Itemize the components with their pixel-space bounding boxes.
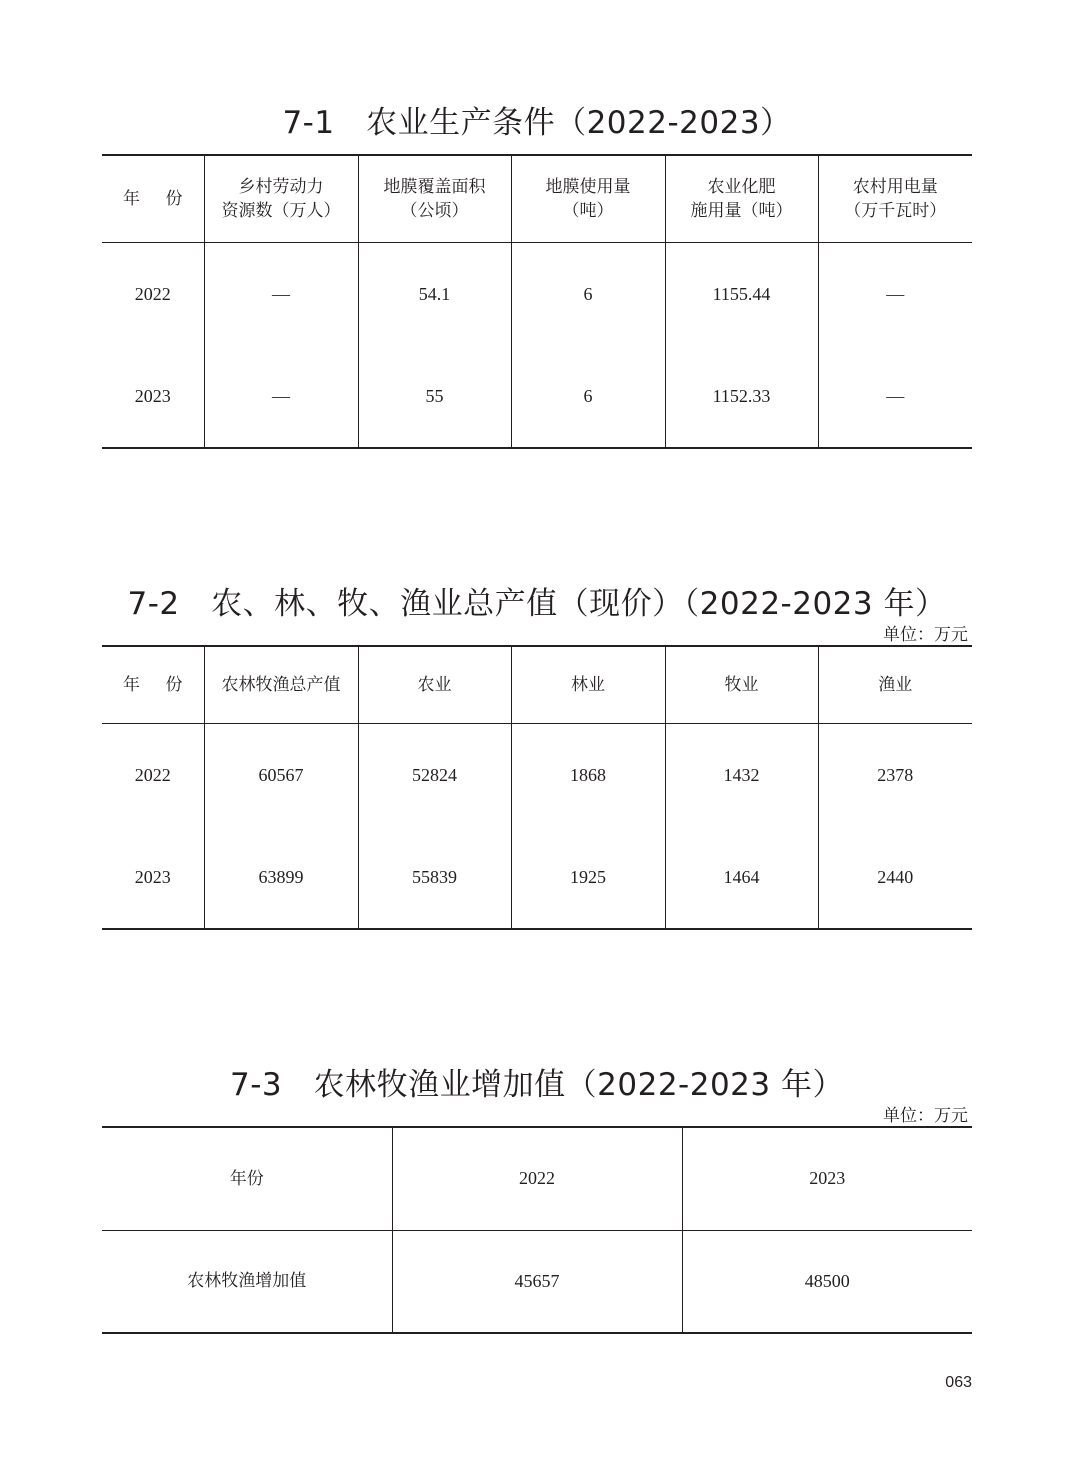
header-animal-husbandry: 牧业 [665, 646, 818, 723]
cell: 55 [358, 346, 511, 448]
cell: — [818, 242, 972, 346]
table-row [102, 827, 972, 929]
cell: 54.1 [358, 242, 511, 346]
table-7-1 [102, 154, 972, 449]
cell: 2378 [818, 723, 972, 827]
cell: 1868 [511, 723, 665, 827]
cell: — [204, 346, 358, 448]
page-number: 063 [945, 1374, 972, 1391]
header-year: 年份 [102, 1127, 392, 1230]
cell: 45657 [392, 1230, 682, 1333]
cell: — [818, 346, 972, 448]
header-fertilizer: 农业化肥 施用量（吨） [665, 155, 818, 242]
header-2022: 2022 [392, 1127, 682, 1230]
header-2023: 2023 [682, 1127, 972, 1230]
cell: 6 [511, 346, 665, 448]
table-7-1-title: 7-1 农业生产条件（2022-2023） [282, 105, 792, 141]
header-fishery: 渔业 [818, 646, 972, 723]
header-row [102, 155, 972, 242]
cell: 1152.33 [665, 346, 818, 448]
cell: 6 [511, 242, 665, 346]
cell: 2022 [134, 764, 171, 785]
header-agriculture: 农业 [358, 646, 511, 723]
table-7-3 [102, 1126, 972, 1334]
cell: 1432 [665, 723, 818, 827]
cell: 52824 [358, 723, 511, 827]
cell: 1925 [511, 827, 665, 929]
cell: 55839 [358, 827, 511, 929]
cell: 2023 [102, 346, 204, 448]
header-total-output: 农林牧渔总产值 [204, 646, 358, 723]
table-row [102, 723, 972, 827]
cell: 2022 [134, 283, 171, 304]
table-row [102, 346, 972, 448]
table-7-3-title: 7-3 农林牧渔业增加值（2022-2023 年） [230, 1067, 844, 1103]
cell: 2023 [102, 827, 204, 929]
cell: 1155.44 [665, 242, 818, 346]
table-row [102, 1230, 972, 1333]
header-year: 年 份 [102, 155, 204, 242]
cell-label: 农林牧渔增加值 [102, 1230, 392, 1333]
cell: 1464 [665, 827, 818, 929]
header-electricity: 农村用电量 （万千瓦时） [818, 155, 972, 242]
header-year: 年 份 [102, 646, 204, 723]
header-film-usage: 地膜使用量 （吨） [511, 155, 665, 242]
header-film-cover-area: 地膜覆盖面积 （公顷） [358, 155, 511, 242]
header-row [102, 1127, 972, 1230]
cell: 48500 [682, 1230, 972, 1333]
header-rural-labor: 乡村劳动力 资源数（万人） [204, 155, 358, 242]
table-row [102, 242, 972, 346]
cell: — [204, 242, 358, 346]
table-7-3-unit: 单位：万元 [883, 1106, 968, 1126]
cell: 60567 [204, 723, 358, 827]
header-row [102, 646, 972, 723]
table-7-2-unit: 单位：万元 [883, 625, 968, 645]
header-forestry: 林业 [511, 646, 665, 723]
cell: 2440 [818, 827, 972, 929]
table-7-2-title: 7-2 农、林、牧、渔业总产值（现价）（2022-2023 年） [127, 586, 947, 622]
table-7-2 [102, 645, 972, 930]
cell: 63899 [204, 827, 358, 929]
